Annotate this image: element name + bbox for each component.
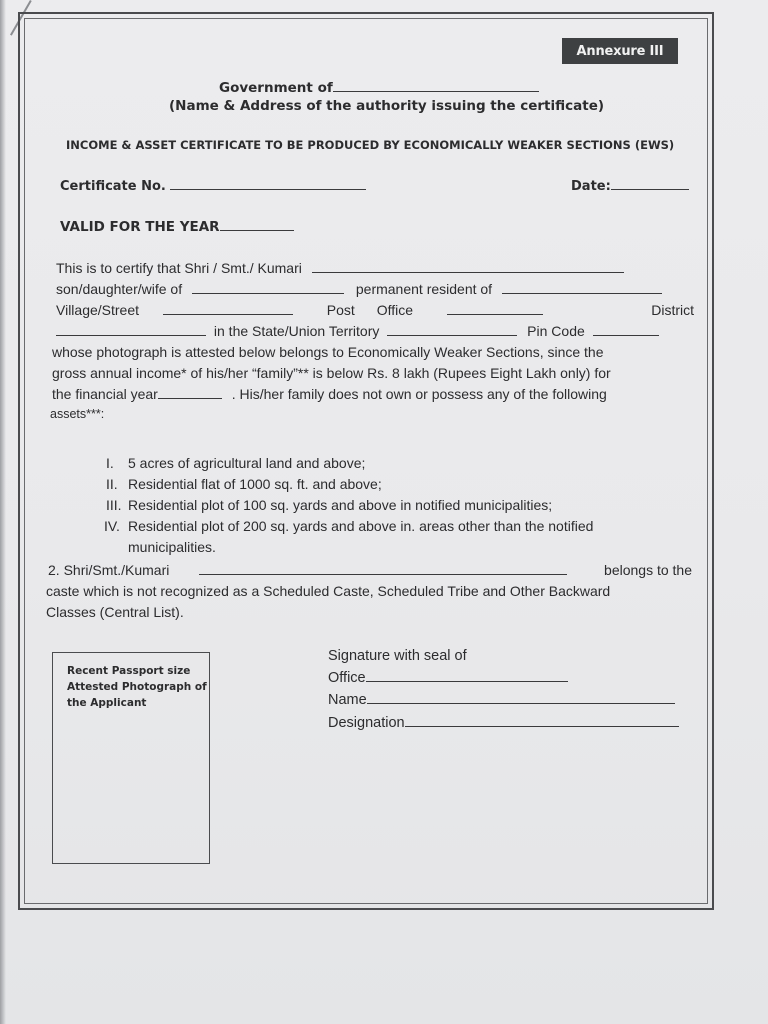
name-blank [367,692,675,704]
post-office-blank [447,303,543,315]
signature-name-row [328,692,675,708]
asset-number: IV. [104,518,120,534]
designation-label: Designation [328,715,405,731]
district-label: District [651,302,694,318]
body-line-3 [56,302,694,318]
asset-item [106,455,365,471]
office-blank [366,670,568,682]
asset-item [106,476,382,492]
date-row [571,178,689,194]
government-of-line [219,80,539,96]
state-blank [387,324,517,336]
financial-year-label: the financial year [52,386,158,402]
para2-line-3: Classes (Central List). [46,604,184,620]
signature-designation-row [328,715,679,731]
asset-text: Residential plot of 100 sq. yards and above in notified municipalities; [128,497,553,513]
photograph-box-label: Recent Passport size Attested Photograph of the Applicant [67,665,207,709]
own-possess-text: . His/her family does not own or possess any of the following [231,386,607,402]
authority-line: (Name & Address of the authority issuing the certificate) [169,98,605,114]
belongs-to-text: belongs to the [604,562,692,578]
financial-year-blank [158,387,222,399]
signature-title: Signature with seal of [328,648,467,664]
para2-line-1 [48,562,692,578]
body-line-8: assets***: [50,407,105,421]
certificate-title: INCOME & ASSET CERTIFICATE TO BE PRODUCED BY ECONOMICALLY WEAKER SECTIONS (EWS) [66,138,675,152]
government-blank [333,80,539,92]
certify-text: This is to certify that Shri / Smt./ Kumari [56,260,302,276]
caste-name-blank [199,563,567,575]
body-line-2 [56,281,662,297]
asset-item [104,518,593,534]
post-label: Post [326,302,355,318]
annexure-badge: Annexure III [562,38,678,64]
body-line-7 [52,386,607,402]
village-blank [163,303,293,315]
asset-text: 5 acres of agricultural land and above; [128,455,366,471]
permanent-resident-label: permanent resident of [355,281,493,297]
asset-number: II. [106,476,118,492]
district-blank [56,324,206,336]
son-daughter-label: son/daughter/wife of [56,281,183,297]
applicant-name-blank [312,261,624,273]
body-line-4 [56,323,659,339]
valid-year-blank [220,219,294,231]
signature-office-row [328,670,568,686]
pin-code-label: Pin Code [527,323,585,339]
village-street-label: Village/Street [56,302,140,318]
office-label: Office [376,302,414,318]
office-label: Office [328,670,366,686]
state-label: in the State/Union Territory [213,323,380,339]
body-line-1 [56,260,624,276]
certificate-no-blank [170,178,366,190]
photograph-box [52,652,210,864]
certificate-content [46,30,694,890]
para2-line-2: caste which is not recognized as a Scheduled Caste, Scheduled Tribe and Other Backward [46,583,611,599]
date-blank [611,178,689,190]
government-of-label: Government of [219,80,333,96]
valid-year-label: VALID FOR THE YEAR [60,219,220,235]
valid-year-row [60,219,294,235]
body-line-5: whose photograph is attested below belongs to Economically Weaker Sections, since the [52,344,604,360]
residence-blank [502,282,662,294]
parent-name-blank [192,282,344,294]
asset-number: I. [106,455,114,471]
asset-text: Residential flat of 1000 sq. ft. and above; [128,476,382,492]
name-label: Name [328,692,367,708]
page-edge-shadow [0,0,6,1024]
certificate-no-label: Certificate No. [60,179,166,194]
shri-smt-label: 2. Shri/Smt./Kumari [48,562,170,578]
certificate-no-row [60,178,366,194]
date-label: Date: [571,179,611,194]
asset-item-continuation: municipalities. [128,539,216,555]
asset-item [106,497,552,513]
asset-number: III. [106,497,122,513]
asset-text: Residential plot of 200 sq. yards and above in. areas other than the notified [128,518,594,534]
body-line-6: gross annual income* of his/her “family”** is below Rs. 8 lakh (Rupees Eight Lakh only) for [52,365,611,381]
pin-code-blank [593,324,659,336]
designation-blank [405,715,679,727]
